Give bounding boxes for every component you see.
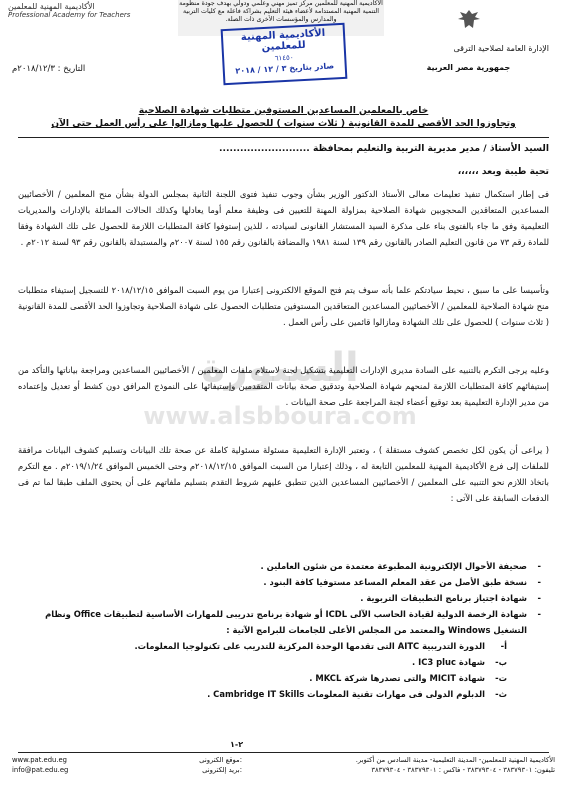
letter-date: التاريخ : ٢٠١٨/١٢/٣م	[12, 64, 86, 74]
footer-email-label: بريد إلكترونى:	[202, 766, 242, 774]
eagle-emblem-icon	[456, 8, 482, 30]
letter-subject	[30, 104, 537, 130]
footer-email-row	[12, 765, 242, 775]
subject-line-1: خاص بالمعلمين المساعدين المستوفين متطلبات شهادة الصلاحية	[138, 105, 429, 116]
watermark-url: www.alsbboura.com	[143, 402, 417, 430]
footer-divider	[18, 752, 549, 753]
list-item: - شهادة الرخصة الدولية لقيادة الحاسب الآلى ICDL أو شهادة برنامج تدريبى للمهارات الأساسية لتطبيقات Office ونظام التشغيل Windows والمعتمد من المجلس الأعلى للجامعات للبرامج الآتية :	[45, 609, 541, 635]
watermark-arabic: السبورة	[201, 345, 359, 391]
list-item: ب- شهادة IC3 pluc .	[412, 657, 507, 667]
divider	[18, 137, 549, 138]
recipient-address: السيد الأستاذ / مدير مديرية التربية والتعليم بمحافظة ..........................	[219, 143, 549, 154]
list-item: - صحيفة الأحوال الإلكترونية المطبوعة معتمدة من شئون العاملين .	[260, 561, 541, 571]
requirements-list	[21, 558, 541, 702]
footer-address: الأكاديمية المهنية للمعلمين- المدينة التعليمية- مدينة السادس من أكتوبر.	[355, 756, 555, 764]
paragraph-3: وعليه يرجى التكرم بالتنبيه على السادة مديرى الإدارات التعليمية بتشكيل لجنة لاستلام ملفات المعلمين / الأخصائيين المساعدين ومراجعة بياناتها والتأكد من إستيفائهم كافة المتطلبات اللازمة لمنحهم شهادة الصلاحية وتدقيق صحة بيانات المتقدمين وإستيفائها على النموذج المرافق دون كشط أو تعديل وإعتماده من مدير الإدارة التعليمية بعد توقيع أعضاء لجنة المراجعة على صحة البيانات .	[18, 365, 549, 407]
stamp-issued-date: صادر بتاريخ ٣ / ١٢ / ٢٠١٨	[235, 61, 335, 76]
footer-contact	[255, 755, 555, 775]
programs-list	[21, 638, 541, 702]
paragraph-2: وتأسيسا على ما سبق ، نحيط سيادتكم علما بأنه سوف يتم فتح الموقع الالكترونى إعتبارا من يوم السبت الموافق ٢٠١٨/١٢/١٥ للتسجيل إستيفاء متطلبات منح شهادة الصلاحية للمعلمين / الأخصائيين المساعدين المتعاقدين المستوفين متطلبات الحصول على شهادة الصلاحية وتجاوزوا الحد الأقصى للمدة القانونية ( ثلاث سنوات ) للحصول على تلك الشهادة ومازالوا قائمين على رأس العمل .	[18, 285, 549, 327]
paragraph-1: فى إطار استكمال تنفيذ تعليمات معالى الأستاذ الدكتور الوزير بشأن وجوب تنفيذ فتوى اللجنة الثانية بمجلس الدولة بشأن منح المعلمين / الأخصائيين المساعدين المتعاقدين المحجوبين شهادة الصلاحية بمزاولة المهنة للتعيين فى وظيفة معلم أوما يعادلها وكذلك الحالات المماثلة بالإدارات والمديريات التعليمية وفق ما جاء بالفتوى بناء على مذكرة السيد المستشار القانونى لسيادته ، للذين إستوفوا كافة المتطلبات اللازمة للحصول على تلك الشهادة وفقا للمادة رقم ٧٣ من قانون التعليم الصادر بالقانون رقم ١٣٩ لسنة ١٩٨١ والمضافة بالقانون رقم ١٥٥ لسنة ٢٠٠٧م والمستبدلة بالقانون رقم ٩٣ لسنة ٢٠١٢م .	[18, 189, 549, 247]
list-item: - شهادة اجتياز برنامج التطبيقات التربوية .	[360, 593, 541, 603]
country-name: جمهورية مصر العربية	[426, 63, 511, 72]
header-right	[386, 8, 551, 72]
page-number: ٢-١	[230, 740, 244, 749]
department-name: الإدارة العامة لصلاحية الترقى	[453, 44, 549, 53]
list-item: أ- الدورة التدريبية AITC التى تقدمها الوحدة المركزية للتدريب على تكنولوجيا المعلومات.	[134, 641, 507, 651]
footer-website[interactable]: www.pat.edu.eg	[12, 756, 67, 764]
outgoing-stamp	[221, 23, 348, 85]
list-item: ت- شهادة MICIT والتى تصدرها شركة MKCL .	[309, 673, 507, 683]
list-item: ث- الدبلوم الدولى فى مهارات تقنية المعلومات Cambridge IT Skills .	[207, 689, 507, 699]
footer-phones: تليفون: ٣٨٣٧٩٣٠١ - ٣٨٣٧٩٣٠٤ - فاكس : ٣٨٣٧٩٣٠١ - ٣٨٣٧٩٣٠٤	[371, 766, 555, 774]
paragraph-4: ( يراعى أن يكون لكل تخصص كشوف مستقلة ) ، وتعتبر الإدارة التعليمية مسئولة مسئولية كاملة عن صحة تلك البيانات وتسليم كشوف البيانات مرافقة للملفات إلى فرع الأكاديمية المهنية للمعلمين التابعة له ، وذلك إعتبارا من السبت الموافق ٢٠١٨/١٢/١٥م وحتى الخميس الموافق ٢٠١٩/١/٢٤م . مع التكرم باتخاذ اللازم نحو التنبيه على المعلمين / الأخصائيين المساعدين الذين تنطبق عليهم شروط التقدم بتسليم ملفاتهم على أن يحتوى الملف طبقا لما تم فى الدفعات السابقة على الآتى :	[18, 445, 549, 503]
footer-email[interactable]: info@pat.edu.eg	[12, 766, 69, 774]
subject-line-2: وتجاوزوا الحد الأقصى للمدة القانونية ( ثلاث سنوات ) للحصول عليها ومازالوا على رأس العمل حتى الآن	[51, 118, 516, 129]
stamp-number: ٦١٤٥٠	[274, 53, 294, 63]
greeting: تحية طيبة وبعد ،،،،،،	[457, 166, 549, 177]
academy-logo-arabic: الأكاديمية المهنية للمعلمين	[8, 2, 95, 11]
academy-logo-english: Professional Academy for Teachers	[8, 11, 131, 19]
footer-website-label: موقع الكترونى:	[199, 756, 242, 764]
list-item: - نسخة طبق الأصل من عقد المعلم المساعد مستوفيا كافة البنود .	[263, 577, 541, 587]
footer-website-row	[12, 755, 242, 765]
footer-web	[12, 755, 242, 775]
stamp-org: الأكاديمية المهنية للمعلمين	[240, 27, 326, 54]
header-academy-statement: الأكاديمية المهنية للمعلمين مركز تميز مهني وعلمي ودولي بهدف جودة منظومة التنمية المهنية المستدامة لأعضاء هيئة التعليم بشراكة فاعلة مع كليات التربية والمدارس والمؤسسات الأخرى ذات الصلة.	[178, 0, 384, 36]
header-left-logo	[8, 2, 178, 19]
